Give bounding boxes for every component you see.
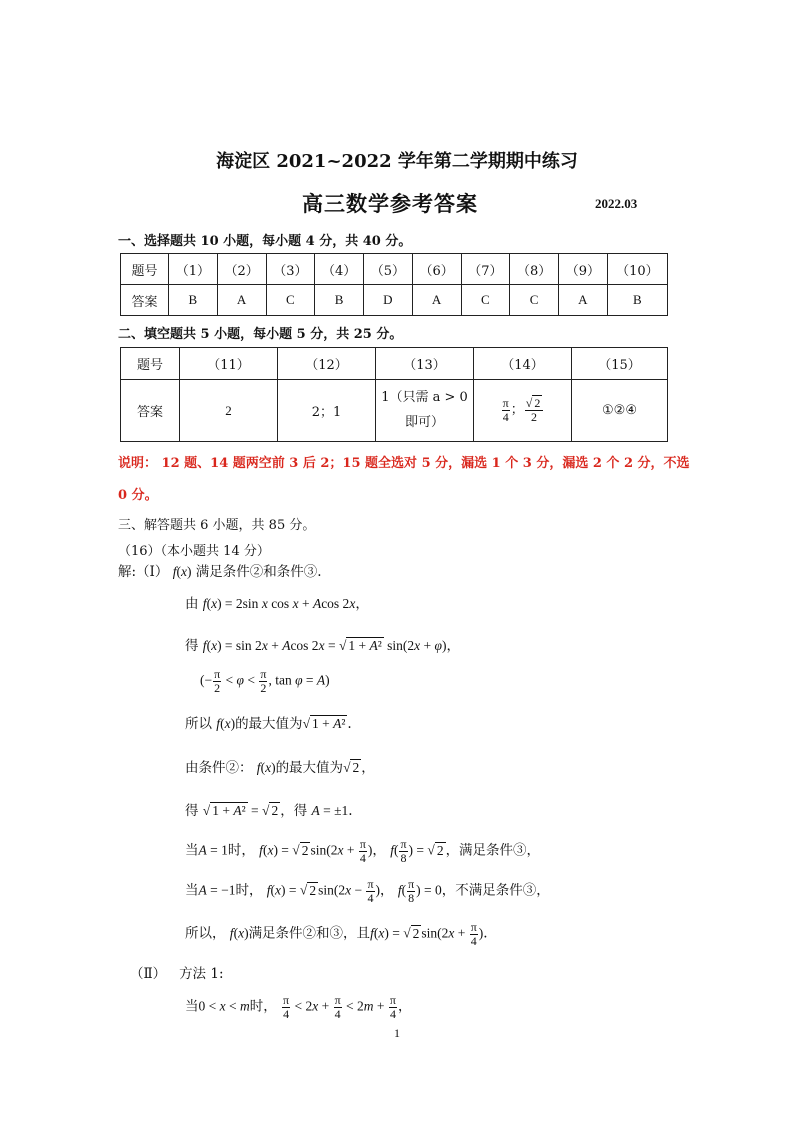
word-suoyi-2: 所以，: [185, 925, 226, 942]
answer-cell: D: [364, 285, 413, 316]
answer-cell: A: [217, 285, 266, 316]
question-number: （8）: [510, 254, 559, 285]
part1-intro-text: 满足条件②和条件③.: [195, 564, 322, 580]
question-number: （14）: [474, 348, 572, 380]
section1-heading: 一、选择题共 10 小题，每小题 4 分，共 40 分。: [118, 234, 412, 249]
answer-cell: C: [510, 285, 559, 316]
equation-line-4: 所以 f(x)的最大值为√ 1 + A² .: [185, 716, 352, 732]
answer-cell: B: [315, 285, 364, 316]
part1-intro: 解:（Ⅰ） f(x) 满足条件②和条件③.: [118, 564, 322, 580]
answer-14-separator: ；: [510, 403, 524, 418]
question16-heading: （16）（本小题共 14 分）: [118, 544, 270, 559]
word-max-value: 的最大值为: [235, 716, 303, 732]
question-number: （11）: [180, 348, 278, 380]
answer-cell-11: 2: [180, 380, 278, 442]
answer-cell-15: ①②④: [572, 380, 668, 442]
word-de: 得: [185, 638, 199, 654]
equation-line-2: 得 f(x) = sin 2x + Acos 2x = √ 1 + A² sin(2x + φ)，: [185, 638, 461, 654]
question-number: （12）: [278, 348, 376, 380]
answer-13-line1: 1（只需 a > 0: [381, 389, 468, 405]
question-number: （3）: [266, 254, 315, 285]
section2-heading: 二、填空题共 5 小题，每小题 5 分，共 25 分。: [118, 327, 403, 342]
equation-line-10: 当0 < x < m时， $\frac{\pi}{4}$ < 2x + $\frac{\pi}{4}$ < 2m + $\frac{\pi}{4}$ ，: [185, 993, 412, 1021]
question-number: （9）: [559, 254, 608, 285]
table-row-label: 答案: [121, 380, 180, 442]
question-number: （6）: [412, 254, 461, 285]
table-row-label: 答案: [121, 285, 169, 316]
word-you: 由: [185, 596, 199, 612]
equation-line-6: 得 √ 1 + A² = √ 2 ，得 A = ±1.: [185, 803, 353, 819]
question-number: （13）: [376, 348, 474, 380]
part1-label: 解:（Ⅰ）: [118, 564, 169, 580]
word-de-2: 得: [185, 803, 199, 819]
scoring-note-line1: 说明： 12 题、14 题两空前 3 后 2；15 题全选对 5 分，漏选 1 个 3 分，漏选 2 个 2 分，不选: [118, 456, 690, 471]
answer-cell: C: [266, 285, 315, 316]
word-dang-3: 当: [185, 998, 199, 1015]
question-number: （4）: [315, 254, 364, 285]
page-title: 海淀区 2021~2022 学年第二学期期中练习: [216, 151, 578, 172]
answer-cell: B: [169, 285, 218, 316]
word-shi: 时，: [227, 842, 255, 859]
fraction-sqrt2-over-2: $\frac{√ 2}{2}$: [525, 397, 544, 423]
word-condition2: 由条件②：: [185, 760, 253, 776]
table-row-label: 题号: [121, 254, 169, 285]
word-shi-2: 时，: [235, 882, 263, 899]
table-row: [121, 348, 668, 380]
answer-13-line2: 即可）: [404, 414, 444, 430]
answer-cell-12: 2；1: [278, 380, 376, 442]
fraction-pi-over-4: $\frac{\pi}{4}$: [502, 396, 509, 424]
word-conclusion: 满足条件②和③，且: [248, 925, 371, 942]
question-number: （5）: [364, 254, 413, 285]
answer-cell: A: [412, 285, 461, 316]
part2-label: （Ⅱ）: [130, 966, 167, 982]
table-row-label: 题号: [121, 348, 180, 380]
equation-line-5: 由条件②： f(x)的最大值为√ 2 ，: [185, 760, 375, 776]
word-shi-3: 时，: [249, 998, 277, 1015]
equation-line-8: 当A = −1时， f(x) = √ 2 sin(2x − $\frac{\pi}{4}$ )， f( $\frac{\pi}{8}$ ) = 0，不满足条件③，: [185, 877, 550, 905]
table-row: [121, 254, 668, 285]
page-subtitle: 高三数学参考答案: [302, 191, 478, 216]
question-number: （2）: [217, 254, 266, 285]
word-max-value-2: 的最大值为: [275, 760, 344, 776]
table-row: [121, 285, 668, 316]
part2-method: 方法 1:: [179, 966, 224, 982]
question-number: （15）: [572, 348, 668, 380]
section1-table: [120, 253, 668, 316]
answer-cell-14: [474, 380, 572, 442]
page-number: 1: [394, 1026, 400, 1040]
word-dang: 当: [185, 842, 199, 859]
question-number: （1）: [169, 254, 218, 285]
answer-cell: B: [607, 285, 667, 316]
date-label: 2022.03: [595, 196, 638, 211]
section2-table: [120, 347, 668, 442]
word-dang-2: 当: [185, 882, 199, 899]
table-row: [121, 380, 668, 442]
equation-line-9: 所以， f(x)满足条件②和③，且f(x) = √ 2 sin(2x + $\frac{\pi}{4}$ ).: [185, 920, 488, 948]
word-not-satisfies-3: ，不满足条件③，: [441, 882, 550, 899]
answer-cell-13: [376, 380, 474, 442]
equation-line-7: 当A = 1时， f(x) = √ 2 sin(2x + $\frac{\pi}{4}$ )， f( $\frac{\pi}{8}$ ) = √ 2 ，满足条件③，: [185, 837, 541, 865]
word-suoyi: 所以: [185, 716, 212, 732]
word-de-3: ，得: [280, 803, 308, 819]
equation-line-1: 由 f(x) = 2sin x cos x + Acos 2x，: [185, 596, 369, 612]
word-satisfies-3: ，满足条件③，: [445, 842, 541, 859]
scoring-note-line2: 0 分。: [118, 488, 158, 503]
question-number: （10）: [607, 254, 667, 285]
answer-cell: A: [559, 285, 608, 316]
answer-cell: C: [461, 285, 510, 316]
section3-heading: 三、解答题共 6 小题，共 85 分。: [118, 518, 316, 533]
question-number: （7）: [461, 254, 510, 285]
equation-line-3: (− $\frac{\pi}{2}$ < φ < $\frac{\pi}{2}$ , tan φ = A): [200, 667, 330, 695]
part2-header: [130, 962, 224, 982]
